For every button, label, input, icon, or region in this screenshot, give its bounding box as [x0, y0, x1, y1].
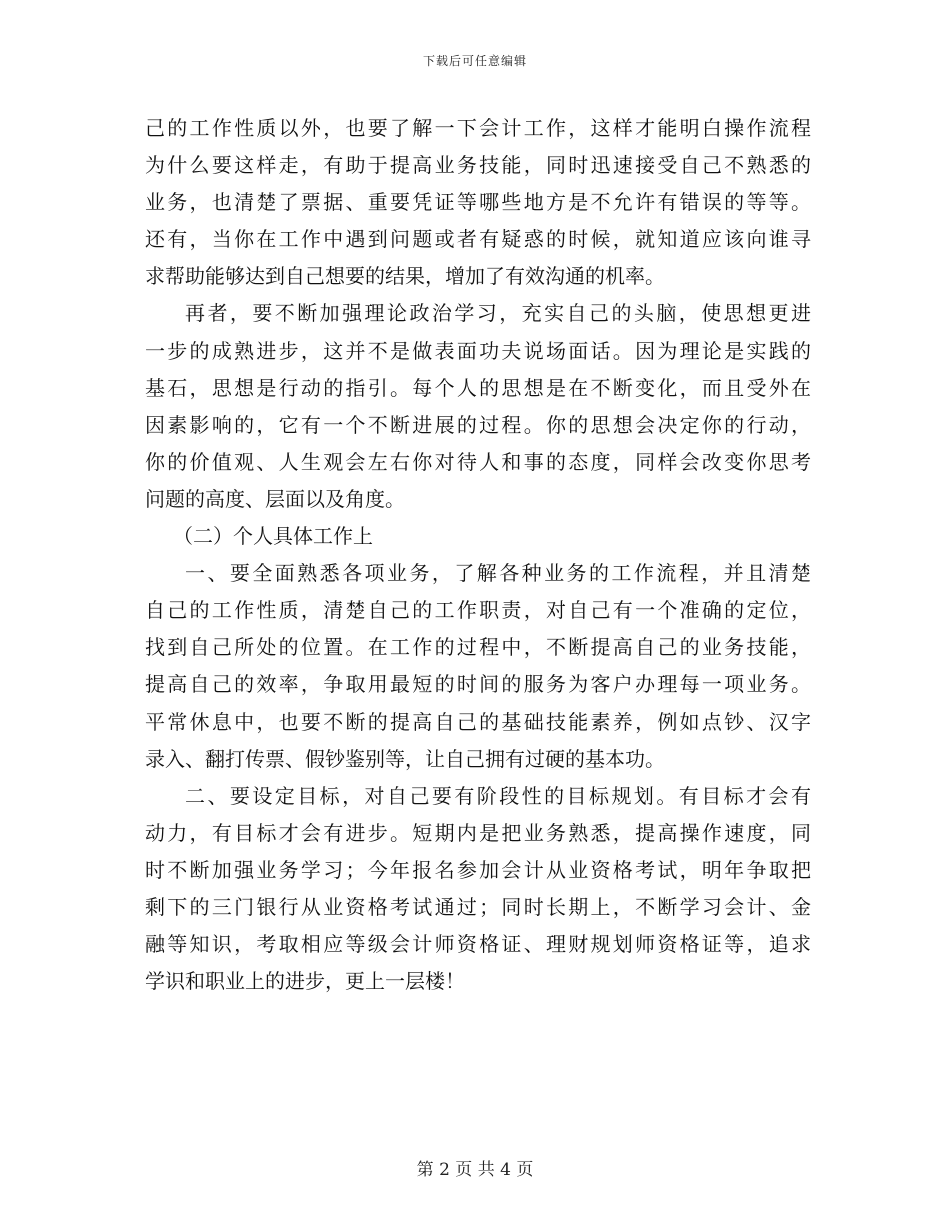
- text-line: 时不断加强业务学习；今年报名参加会计从业资格考试，明年争取把: [145, 857, 811, 882]
- text-line: 你的价值观、人生观会左右你对待人和事的态度，同样会改变你思考: [145, 449, 811, 474]
- text-line: 问题的高度、层面以及角度。: [145, 486, 405, 511]
- document-body: [145, 110, 811, 1000]
- text-line: 基石，思想是行动的指引。每个人的思想是在不断变化，而且受外在: [145, 375, 811, 400]
- text-line: 业务，也清楚了票据、重要凭证等哪些地方是不允许有错误的等等。: [145, 190, 811, 215]
- text-line: 一步的成熟进步，这并不是做表面功夫说场面话。因为理论是实践的: [145, 338, 811, 363]
- text-line: 为什么要这样走，有助于提高业务技能，同时迅速接受自己不熟悉的: [145, 153, 811, 178]
- text-line: 一、要全面熟悉各项业务，了解各种业务的工作流程，并且清楚: [185, 561, 811, 586]
- page-header: 下载后可任意编辑: [422, 54, 527, 68]
- page-footer: 第 2 页 共 4 页: [416, 1160, 534, 1180]
- text-line: 提高自己的效率，争取用最短的时间的服务为客户办理每一项业务。: [145, 672, 811, 697]
- text-line: 剩下的三门银行从业资格考试通过；同时长期上，不断学习会计、金: [145, 894, 811, 919]
- text-line: 因素影响的，它有一个不断进展的过程。你的思想会决定你的行动，: [145, 412, 811, 437]
- text-line: 二、要设定目标，对自己要有阶段性的目标规划。有目标才会有: [185, 783, 811, 808]
- text-line: 录入、翻打传票、假钞鉴别等，让自己拥有过硬的基本功。: [145, 746, 665, 771]
- text-line: 自己的工作性质，清楚自己的工作职责，对自己有一个准确的定位，: [145, 598, 811, 623]
- text-line: 动力，有目标才会有进步。短期内是把业务熟悉，提高操作速度，同: [145, 820, 811, 845]
- text-line: 还有，当你在工作中遇到问题或者有疑惑的时候，就知道应该向谁寻: [145, 227, 811, 252]
- text-line: （二）个人具体工作上: [173, 524, 373, 549]
- text-line: 己的工作性质以外，也要了解一下会计工作，这样才能明白操作流程: [145, 116, 811, 140]
- text-line: 找到自己所处的位置。在工作的过程中，不断提高自己的业务技能，: [145, 635, 811, 660]
- text-line: 平常休息中，也要不断的提高自己的基础技能素养，例如点钞、汉字: [145, 709, 811, 734]
- text-line: 再者，要不断加强理论政治学习，充实自己的头脑，使思想更进: [185, 301, 811, 326]
- text-line: 求帮助能够达到自己想要的结果，增加了有效沟通的机率。: [145, 264, 665, 289]
- text-line: 融等知识，考取相应等级会计师资格证、理财规划师资格证等，追求: [145, 932, 811, 957]
- text-line: 学识和职业上的进步，更上一层楼！: [145, 969, 465, 994]
